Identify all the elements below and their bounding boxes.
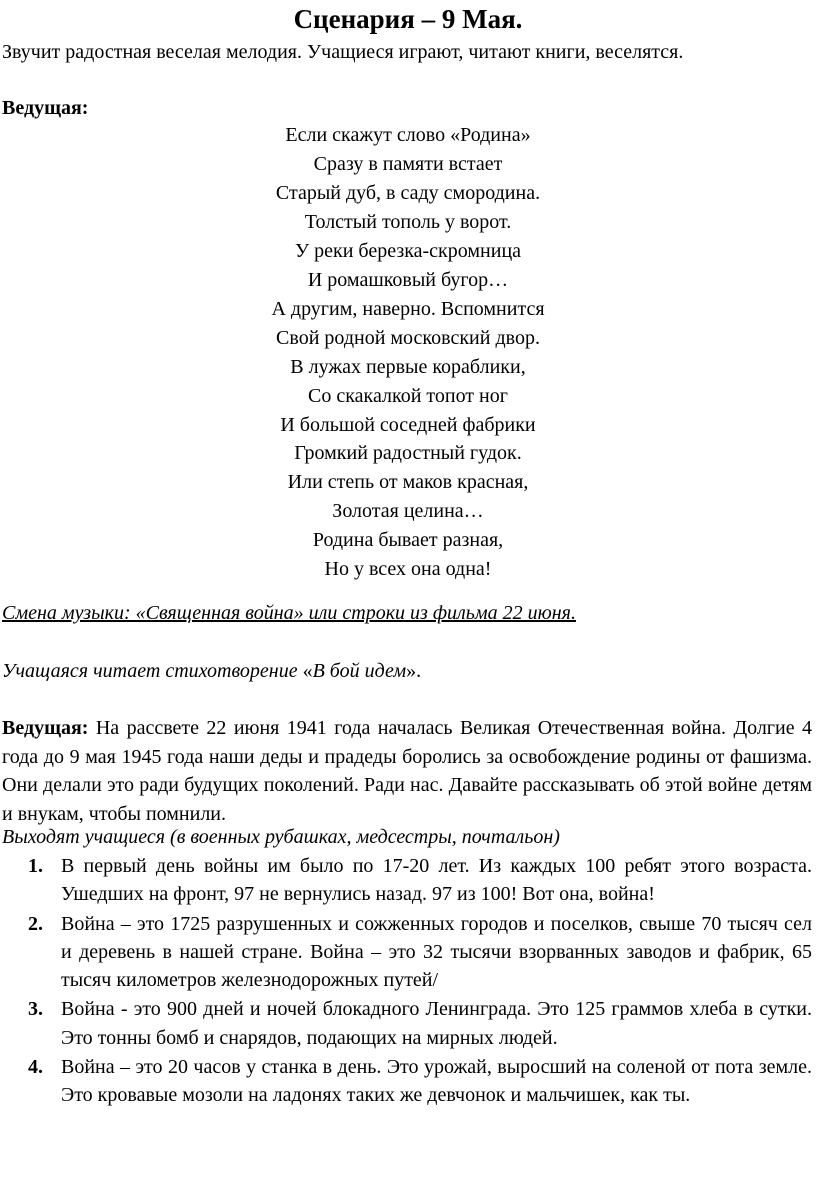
student-reads-prefix: Учащаяся читает стихотворение [2,660,303,682]
quote-close: ». [406,660,422,682]
host-text: На рассвете 22 июня 1941 года началась Великая Отечественная война. Долгие 4 года до 9 мая 1945 года наши деды и прадеды боролись за освобождение родины от фашизма. Они делали это ради будущих поколений. Ради нас. Давайте рассказывать об этой войне детям и внукам, чтобы помнили. [2,717,812,825]
music-change-direction: Смена музыки: «Священная война» или строки из фильма 22 июня. [2,602,576,624]
poem-line: И ромашковый бугор… [307,268,509,291]
poem-title: В бой идем [312,660,407,682]
host-label: Ведущая: [2,717,89,739]
list-item [0,995,812,1052]
list-text: Война – это 20 часов у станка в день. Это урожай, выросший на соленой от пота земле. Это кровавые мозоли на ладонях таких же девчонок и мальчишек, как ты. [61,1056,812,1107]
list-item [0,1053,812,1110]
list-text: Война - это 900 дней и ночей блокадного Ленинграда. Это 125 граммов хлеба в сутки. Это тонны бомб и снарядов, подающих на мирных людей. [61,998,812,1049]
poem-line: Свой родной московский двор. [276,326,540,349]
list-text: Война – это 1725 разрушенных и сожженных городов и поселков, свыше 70 тысяч сел и деревень в нашей стране. Война – это 32 тысячи взорванных заводов и фабрик, 65 тысяч километров железнодорожных путей/ [61,912,812,992]
poem-line: У реки березка-скромница [294,239,522,262]
facts-list [0,852,816,1111]
quote-open: « [302,660,313,682]
list-number: 2. [28,912,43,935]
list-text: В первый день войны им было по 17-20 лет. Из каждых 100 ребят этого возраста. Ушедших на фронт, 97 не вернулись назад. 97 из 100! Вот она, война! [61,855,812,906]
poem-line: Громкий радостный гудок. [294,442,522,465]
poem-line: Толстый тополь у ворот. [304,210,512,233]
host-label: Ведущая: [2,97,89,119]
poem-line: Но у всех она одна! [324,558,492,581]
students-exit-direction: Выходят учащиеся (в военных рубашках, медсестры, почтальон) [2,826,560,848]
list-item [0,852,812,909]
poem-line: В лужах первые кораблики, [290,355,526,378]
poem-line: Если скажут слово «Родина» [285,124,531,146]
poem-line: И большой соседней фабрики [280,413,536,436]
list-number: 3. [28,998,43,1021]
poem-line: Со скакалкой топот ног [308,384,508,407]
host-paragraph [2,714,812,828]
poem-line: Или степь от маков красная, [287,471,529,494]
poem-line: Сразу в памяти встает [313,152,503,175]
poem [0,121,816,584]
poem-line: Родина бывает разная, [312,529,504,552]
poem-line: Старый дуб, в саду смородина. [275,181,541,204]
list-number: 4. [28,1056,43,1079]
poem-line: Золотая целина… [332,500,484,523]
intro-stage-direction: Звучит радостная веселая мелодия. Учащиеся играют, читают книги, веселятся. [2,41,684,63]
list-number: 1. [28,855,43,877]
student-reads-direction [2,657,421,685]
poem-line: А другим, наверно. Вспомнится [271,297,545,320]
page-title: Сценария – 9 Мая. [293,4,523,34]
list-item [0,910,812,995]
